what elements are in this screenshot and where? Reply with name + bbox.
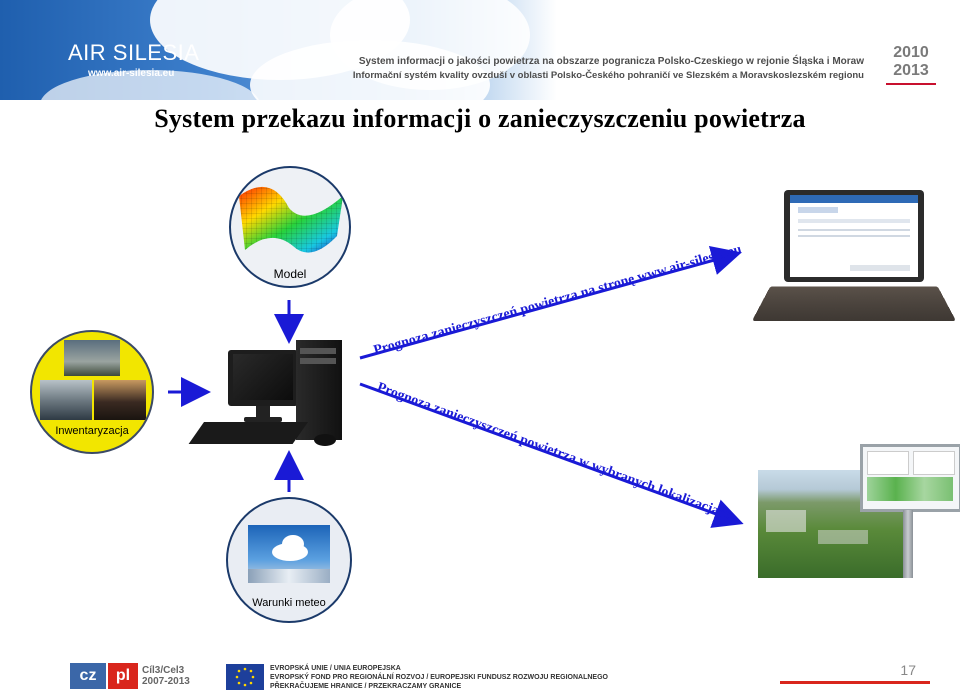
header-subtitle-cz: Informační systém kvality ovzduší v oblasti Polsko-Českého pohraničí ve Slezském a Moravskoslezském regionu: [352, 70, 864, 81]
pl-logo: pl: [108, 663, 138, 689]
footer-rule: [780, 681, 930, 684]
eu-funding-text: [270, 664, 608, 691]
cz-logo: cz: [70, 663, 106, 689]
inventory-label: Inwentaryzacja: [55, 425, 129, 437]
meteo-label: Warunki meteo: [252, 597, 326, 609]
programme-line1: Cíl3/Cel3: [142, 665, 185, 676]
logo-url: www.air-silesia.eu: [88, 68, 175, 79]
sky-cloud-photo: [248, 525, 330, 583]
arrow-label-web: Prognoza zanieczyszczeń powietrza na stronę www.air-silesia.eu: [372, 242, 744, 359]
eu-line1: EVROPSKÁ UNIE / UNIA EUROPEJSKA: [270, 665, 401, 672]
programme-logo: [142, 665, 190, 687]
desktop-computer-icon: [200, 338, 350, 454]
header-subtitle-pl: System informacji o jakości powietrza na obszarze pogranicza Polsko-Czeskiego w rejonie Śląska i Moraw: [358, 56, 864, 67]
smokestack-photo: [94, 380, 146, 420]
eu-line3: PŘEKRAČUJEME HRANICE / PRZEKRACZAMY GRANICE: [270, 683, 462, 690]
meteo-node: [226, 497, 352, 623]
programme-line2: 2007-2013: [142, 676, 190, 687]
page-number: 17: [900, 662, 916, 678]
year-end: 2013: [893, 62, 929, 79]
eu-line2: EVROPSKÝ FOND PRO REGIONÁLNÍ ROZVOJ / EUROPEJSKI FUNDUSZ ROZWOJU REGIONALNEGO: [270, 674, 608, 681]
eu-flag-icon: [226, 664, 264, 690]
model-node: [229, 166, 351, 288]
industrial-area-photo: [40, 380, 92, 420]
model-label: Model: [273, 267, 307, 281]
year-start: 2010: [893, 44, 929, 61]
slide-title: System przekazu informacji o zanieczyszczeniu powietrza: [154, 104, 806, 133]
display-board-pole: [903, 510, 913, 578]
air-quality-display-board: [860, 444, 960, 512]
laptop-website-icon: [758, 190, 948, 330]
inventory-node: [30, 330, 154, 454]
arrow-label-locations: Prognoza zanieczyszczeń powietrza w wybranych lokalizacjach: [374, 380, 735, 524]
logo-text: AIR SILESIA: [68, 40, 200, 65]
city-smog-photo: [64, 340, 120, 376]
